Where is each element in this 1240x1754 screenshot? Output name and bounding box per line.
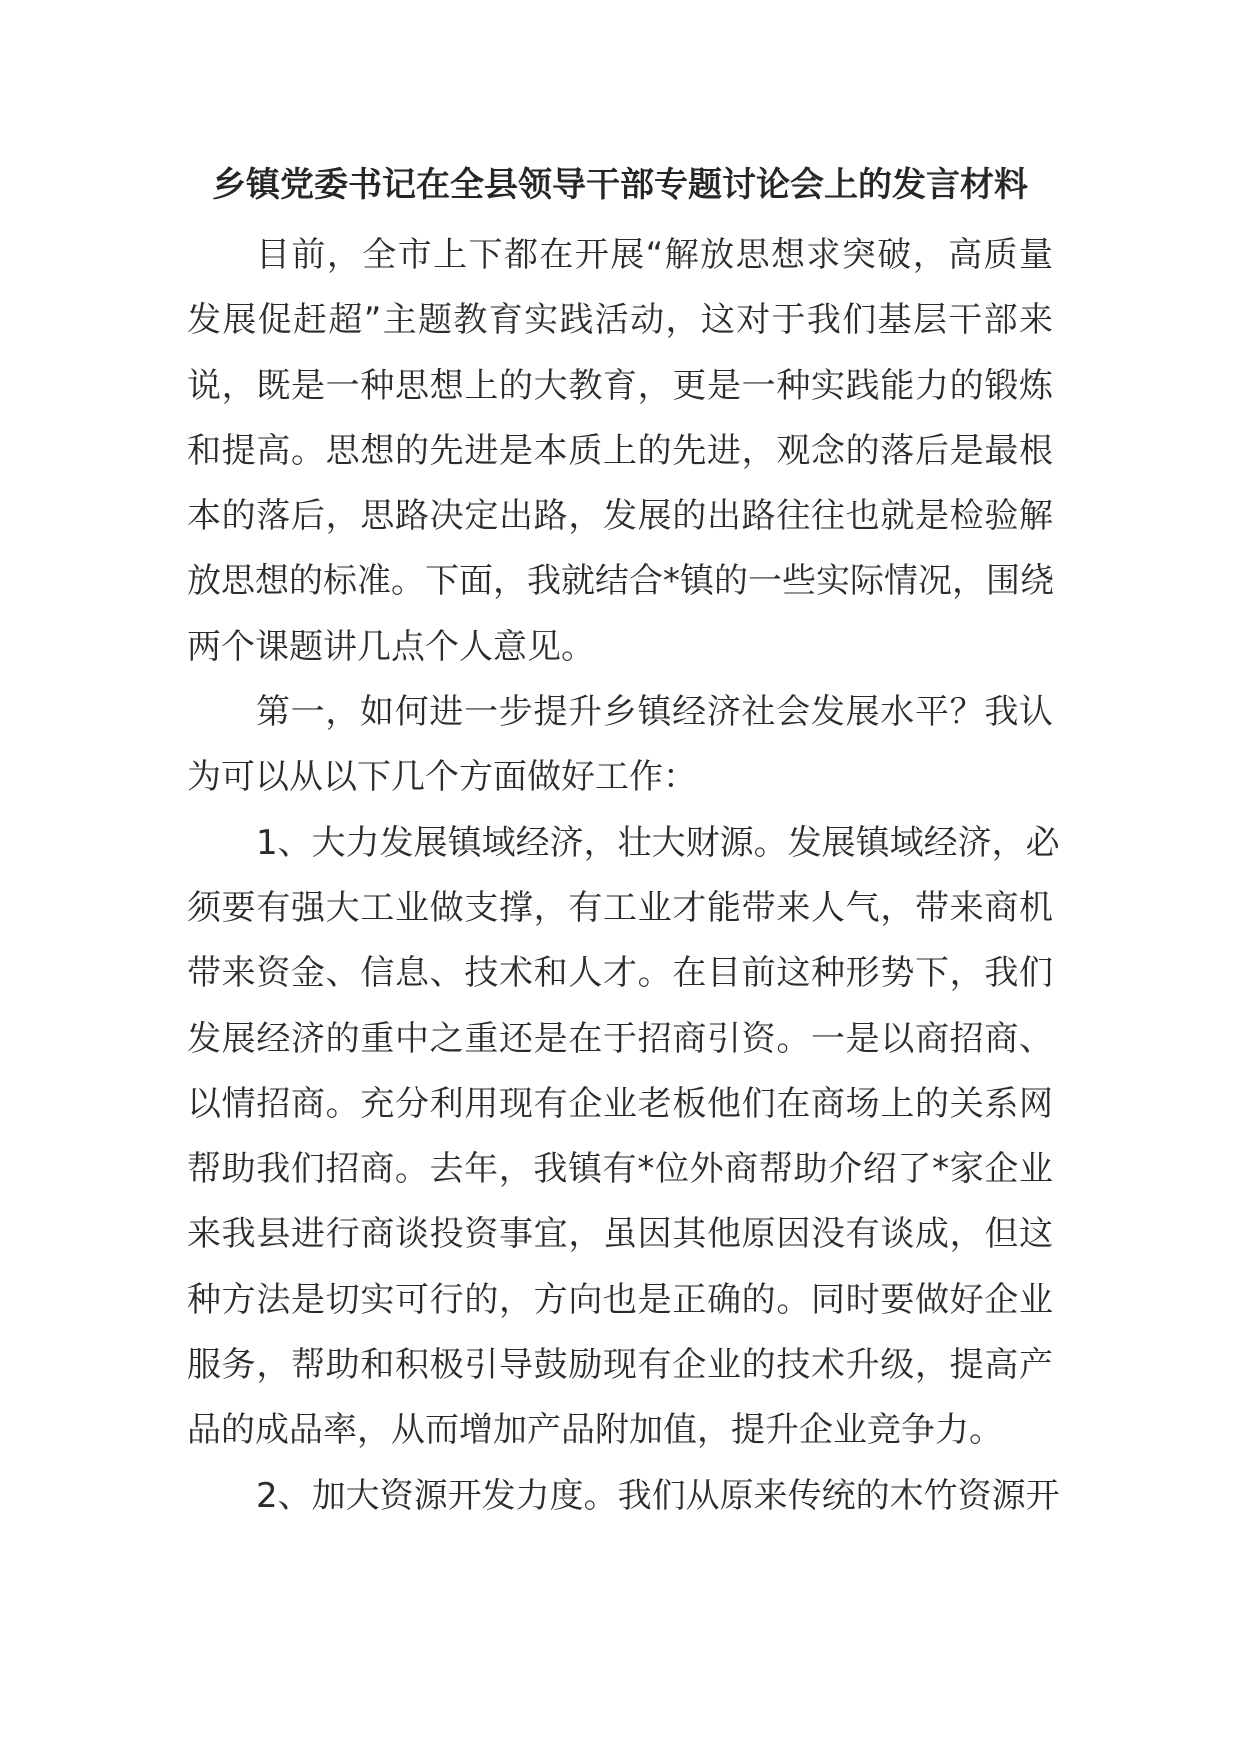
- paragraph-1-line: 发展促赶超”主题教育实践活动，这对于我们基层干部来: [187, 300, 1053, 341]
- paragraph-1-line: 和提高。思想的先进是本质上的先进，观念的落后是最根: [187, 430, 1053, 471]
- paragraph-3-line: 品的成品率，从而增加产品附加值，提升企业竞争力。: [187, 1410, 1003, 1451]
- paragraph-1-line: 说，既是一种思想上的大教育，更是一种实践能力的锻炼: [187, 365, 1053, 406]
- paragraph-3-line: 种方法是切实可行的，方向也是正确的。同时要做好企业: [187, 1279, 1053, 1320]
- document-body: [187, 232, 1060, 1538]
- paragraph-3-line: 须要有强大工业做支撑，有工业才能带来人气，带来商机: [187, 887, 1053, 928]
- document-title: 乡镇党委书记在全县领导干部专题讨论会上的发言材料: [212, 165, 1028, 205]
- paragraph-3-line: 发展经济的重中之重还是在于招商引资。一是以商招商、: [187, 1018, 1053, 1059]
- paragraph-3-line: 服务，帮助和积极引导鼓励现有企业的技术升级，提高产: [187, 1345, 1053, 1386]
- paragraph-1-line: 目前，全市上下都在开展“解放思想求突破，高质量: [256, 235, 1053, 275]
- paragraph-1-line: 两个课题讲几点个人意见。: [187, 626, 595, 667]
- paragraph-3-line: 来我县进行商谈投资事宜，虽因其他原因没有谈成，但这: [187, 1214, 1053, 1255]
- paragraph-2-line: 第一，如何进一步提升乡镇经济社会发展水平？我认: [256, 692, 1053, 733]
- paragraph-2-line: 为可以从以下几个方面做好工作：: [187, 757, 697, 798]
- paragraph-3-line: 带来资金、信息、技术和人才。在目前这种形势下，我们: [187, 953, 1053, 994]
- paragraph-3-line: 1、大力发展镇域经济，壮大财源。发展镇域经济，必: [256, 822, 1060, 863]
- paragraph-1-line: 放思想的标准。下面，我就结合*镇的一些实际情况，围绕: [187, 561, 1054, 602]
- paragraph-1-line: 本的落后，思路决定出路，发展的出路往往也就是检验解: [187, 496, 1053, 537]
- paragraph-3-line: 以情招商。充分利用现有企业老板他们在商场上的关系网: [187, 1083, 1053, 1124]
- paragraph-3-line: 帮助我们招商。去年，我镇有*位外商帮助介绍了*家企业: [187, 1149, 1053, 1190]
- paragraph-4-line: 2、加大资源开发力度。我们从原来传统的木竹资源开: [256, 1475, 1060, 1516]
